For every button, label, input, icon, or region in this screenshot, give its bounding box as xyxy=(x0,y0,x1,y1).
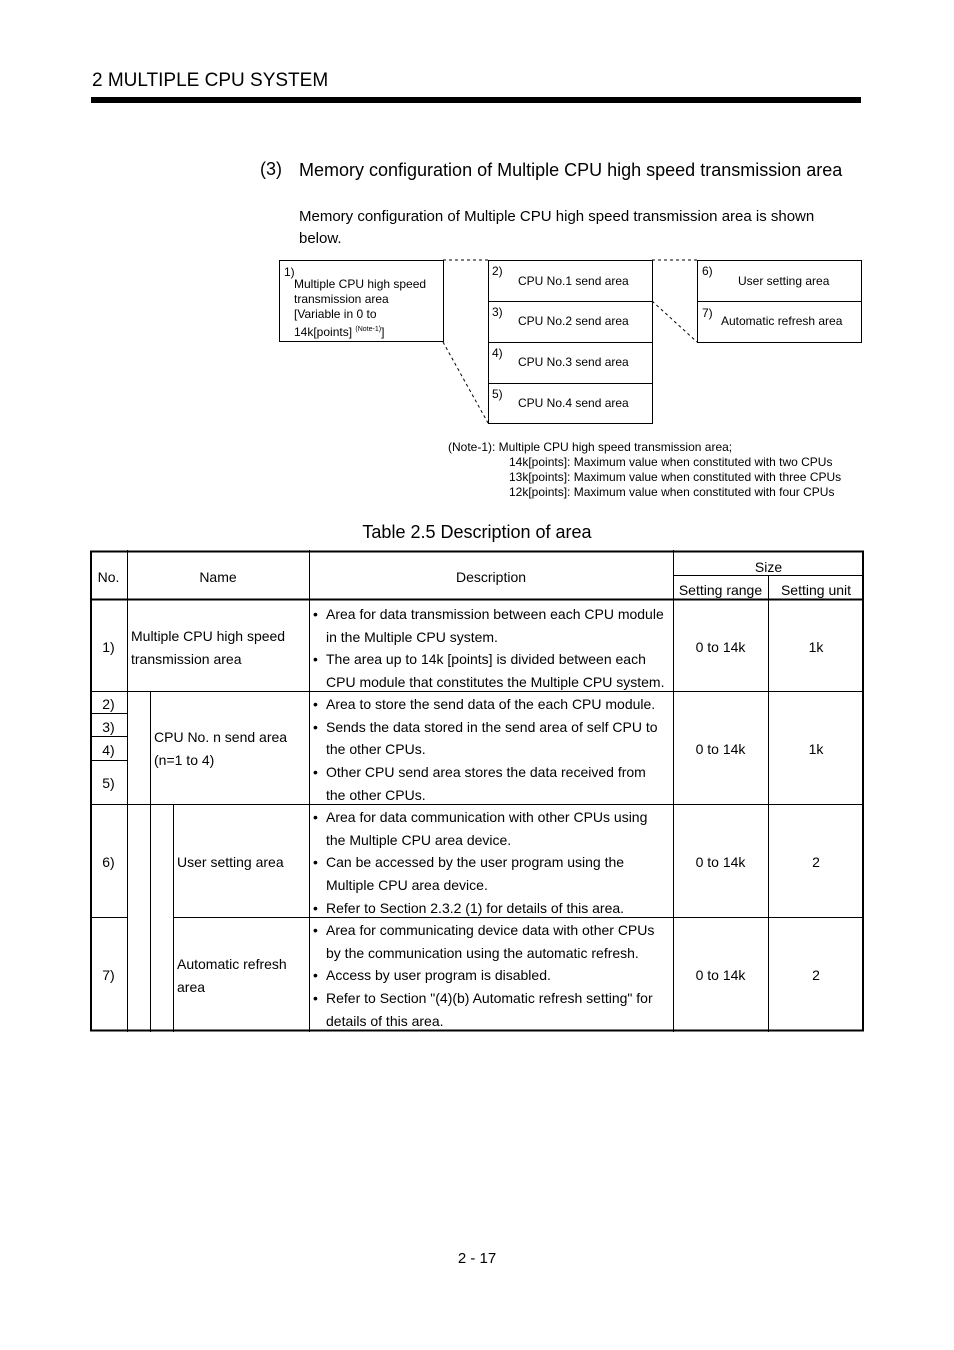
row-6-setting-range: 0 to 14k xyxy=(695,854,746,870)
user-setting-area-box xyxy=(697,260,862,302)
row-send-area-name: CPU No. n send area (n=1 to 4) xyxy=(154,729,288,768)
row-7-name: Automatic refresh area xyxy=(177,956,287,995)
row-send-area-description xyxy=(309,693,669,807)
row-1-description xyxy=(309,603,669,694)
section-title: Memory configuration of Multiple CPU high speed transmission area xyxy=(299,160,843,180)
main-area-num: 1) xyxy=(284,265,295,279)
main-area-line-3: [Variable in 0 to xyxy=(294,307,377,321)
user-area-num: 6) xyxy=(702,264,713,278)
header-setting-range: Setting range xyxy=(678,582,763,598)
main-area-last-line: 14k[points] xyxy=(294,325,353,339)
row-send-area-setting-range: 0 to 14k xyxy=(695,741,746,757)
page-number: 2 - 17 xyxy=(457,1250,497,1267)
row-1-name: Multiple CPU high speed transmission area xyxy=(131,628,286,667)
send-area-label: CPU No.4 send area xyxy=(518,396,629,410)
main-area-label xyxy=(294,277,426,340)
row-1-bullet: • Area for data transmission between each CPU module in the Multiple CPU system. xyxy=(309,603,669,648)
memory-configuration-diagram xyxy=(0,0,954,520)
send-area-box-4 xyxy=(488,383,653,424)
row-7-bullet: • Area for communicating device data with other CPUs by the communication using the automatic refresh. xyxy=(309,919,669,964)
table-caption: Table 2.5 Description of area xyxy=(362,522,592,542)
row-1-bullet: • The area up to 14k [points] is divided between each CPU module that constitutes the Multiple CPU system. xyxy=(309,648,669,693)
row-1-no: 1) xyxy=(102,639,115,655)
send-area-box-2 xyxy=(488,301,653,343)
row-send-area-setting-unit: 1k xyxy=(808,741,824,757)
main-area-line-2: transmission area xyxy=(294,292,389,306)
header-description: Description xyxy=(455,569,527,585)
user-area-label: Automatic refresh area xyxy=(721,314,843,328)
header-size: Size xyxy=(754,559,783,575)
section-description: Memory configuration of Multiple CPU high speed transmission area is shown below. xyxy=(299,208,815,247)
header-setting-unit: Setting unit xyxy=(780,582,852,598)
header-no: No. xyxy=(97,569,120,585)
note-ref-superscript: (Note-1) xyxy=(355,326,382,333)
send-area-num: 3) xyxy=(492,305,503,319)
send-area-num: 4) xyxy=(492,346,503,360)
row-6-name: User setting area xyxy=(177,854,284,870)
note-line-1: (Note-1): Multiple CPU high speed transmission area; xyxy=(448,440,733,454)
send-area-label: CPU No.2 send area xyxy=(518,314,629,328)
connector-bottom-right xyxy=(652,301,697,342)
row-7-setting-range: 0 to 14k xyxy=(695,967,746,983)
row-send-area-bullet: • Sends the data stored in the send area of self CPU to the other CPUs. xyxy=(309,716,669,761)
chapter-header: 2 MULTIPLE CPU SYSTEM xyxy=(92,70,329,91)
send-area-box-1 xyxy=(488,260,653,302)
row-7-description xyxy=(309,919,669,1033)
row-6-bullet: • Refer to Section 2.3.2 (1) for details of this area. xyxy=(309,897,669,920)
section-number: (3) xyxy=(260,159,282,179)
row-7-bullet: • Access by user program is disabled. xyxy=(309,964,669,987)
note-line-4: 12k[points]: Maximum value when constituted with four CPUs xyxy=(509,485,835,499)
row-send-area-bullet: • Area to store the send data of the each CPU module. xyxy=(309,693,669,716)
main-area-line-4 xyxy=(294,322,426,340)
main-area-close-bracket: ] xyxy=(381,325,385,339)
send-area-num: 5) xyxy=(492,387,503,401)
row-7-setting-unit: 2 xyxy=(812,967,820,983)
diagram-note xyxy=(448,440,841,500)
row-1-setting-unit: 1k xyxy=(808,639,824,655)
main-area-box xyxy=(279,260,444,342)
header-name: Name xyxy=(199,569,237,585)
row-6-bullet: • Area for data communication with other CPUs using the Multiple CPU area device. xyxy=(309,806,669,851)
row-7-no: 7) xyxy=(102,967,115,983)
row-6-no: 6) xyxy=(102,854,115,870)
note-line-2: 14k[points]: Maximum value when constituted with two CPUs xyxy=(509,455,833,469)
send-area-label: CPU No.1 send area xyxy=(518,274,629,288)
row-7-bullet: • Refer to Section "(4)(b) Automatic refresh setting" for details of this area. xyxy=(309,987,669,1032)
auto-refresh-area-box xyxy=(697,301,862,343)
send-area-box-3 xyxy=(488,342,653,384)
send-area-label: CPU No.3 send area xyxy=(518,355,629,369)
area-description-table xyxy=(90,550,864,1032)
row-2-no: 2) xyxy=(102,696,115,712)
row-6-description xyxy=(309,806,669,920)
row-5-no: 5) xyxy=(102,775,115,791)
row-6-setting-unit: 2 xyxy=(812,854,820,870)
user-area-num: 7) xyxy=(702,306,713,320)
row-3-no: 3) xyxy=(102,719,115,735)
send-area-num: 2) xyxy=(492,264,503,278)
row-1-setting-range: 0 to 14k xyxy=(695,639,746,655)
note-line-3: 13k[points]: Maximum value when constituted with three CPUs xyxy=(509,470,842,484)
row-6-bullet: • Can be accessed by the user program using the Multiple CPU area device. xyxy=(309,851,669,896)
main-area-line-1: Multiple CPU high speed xyxy=(294,277,427,291)
row-4-no: 4) xyxy=(102,742,115,758)
user-area-label: User setting area xyxy=(738,274,830,288)
row-send-area-bullet: • Other CPU send area stores the data received from the other CPUs. xyxy=(309,761,669,806)
connector-bottom-left xyxy=(443,342,488,423)
